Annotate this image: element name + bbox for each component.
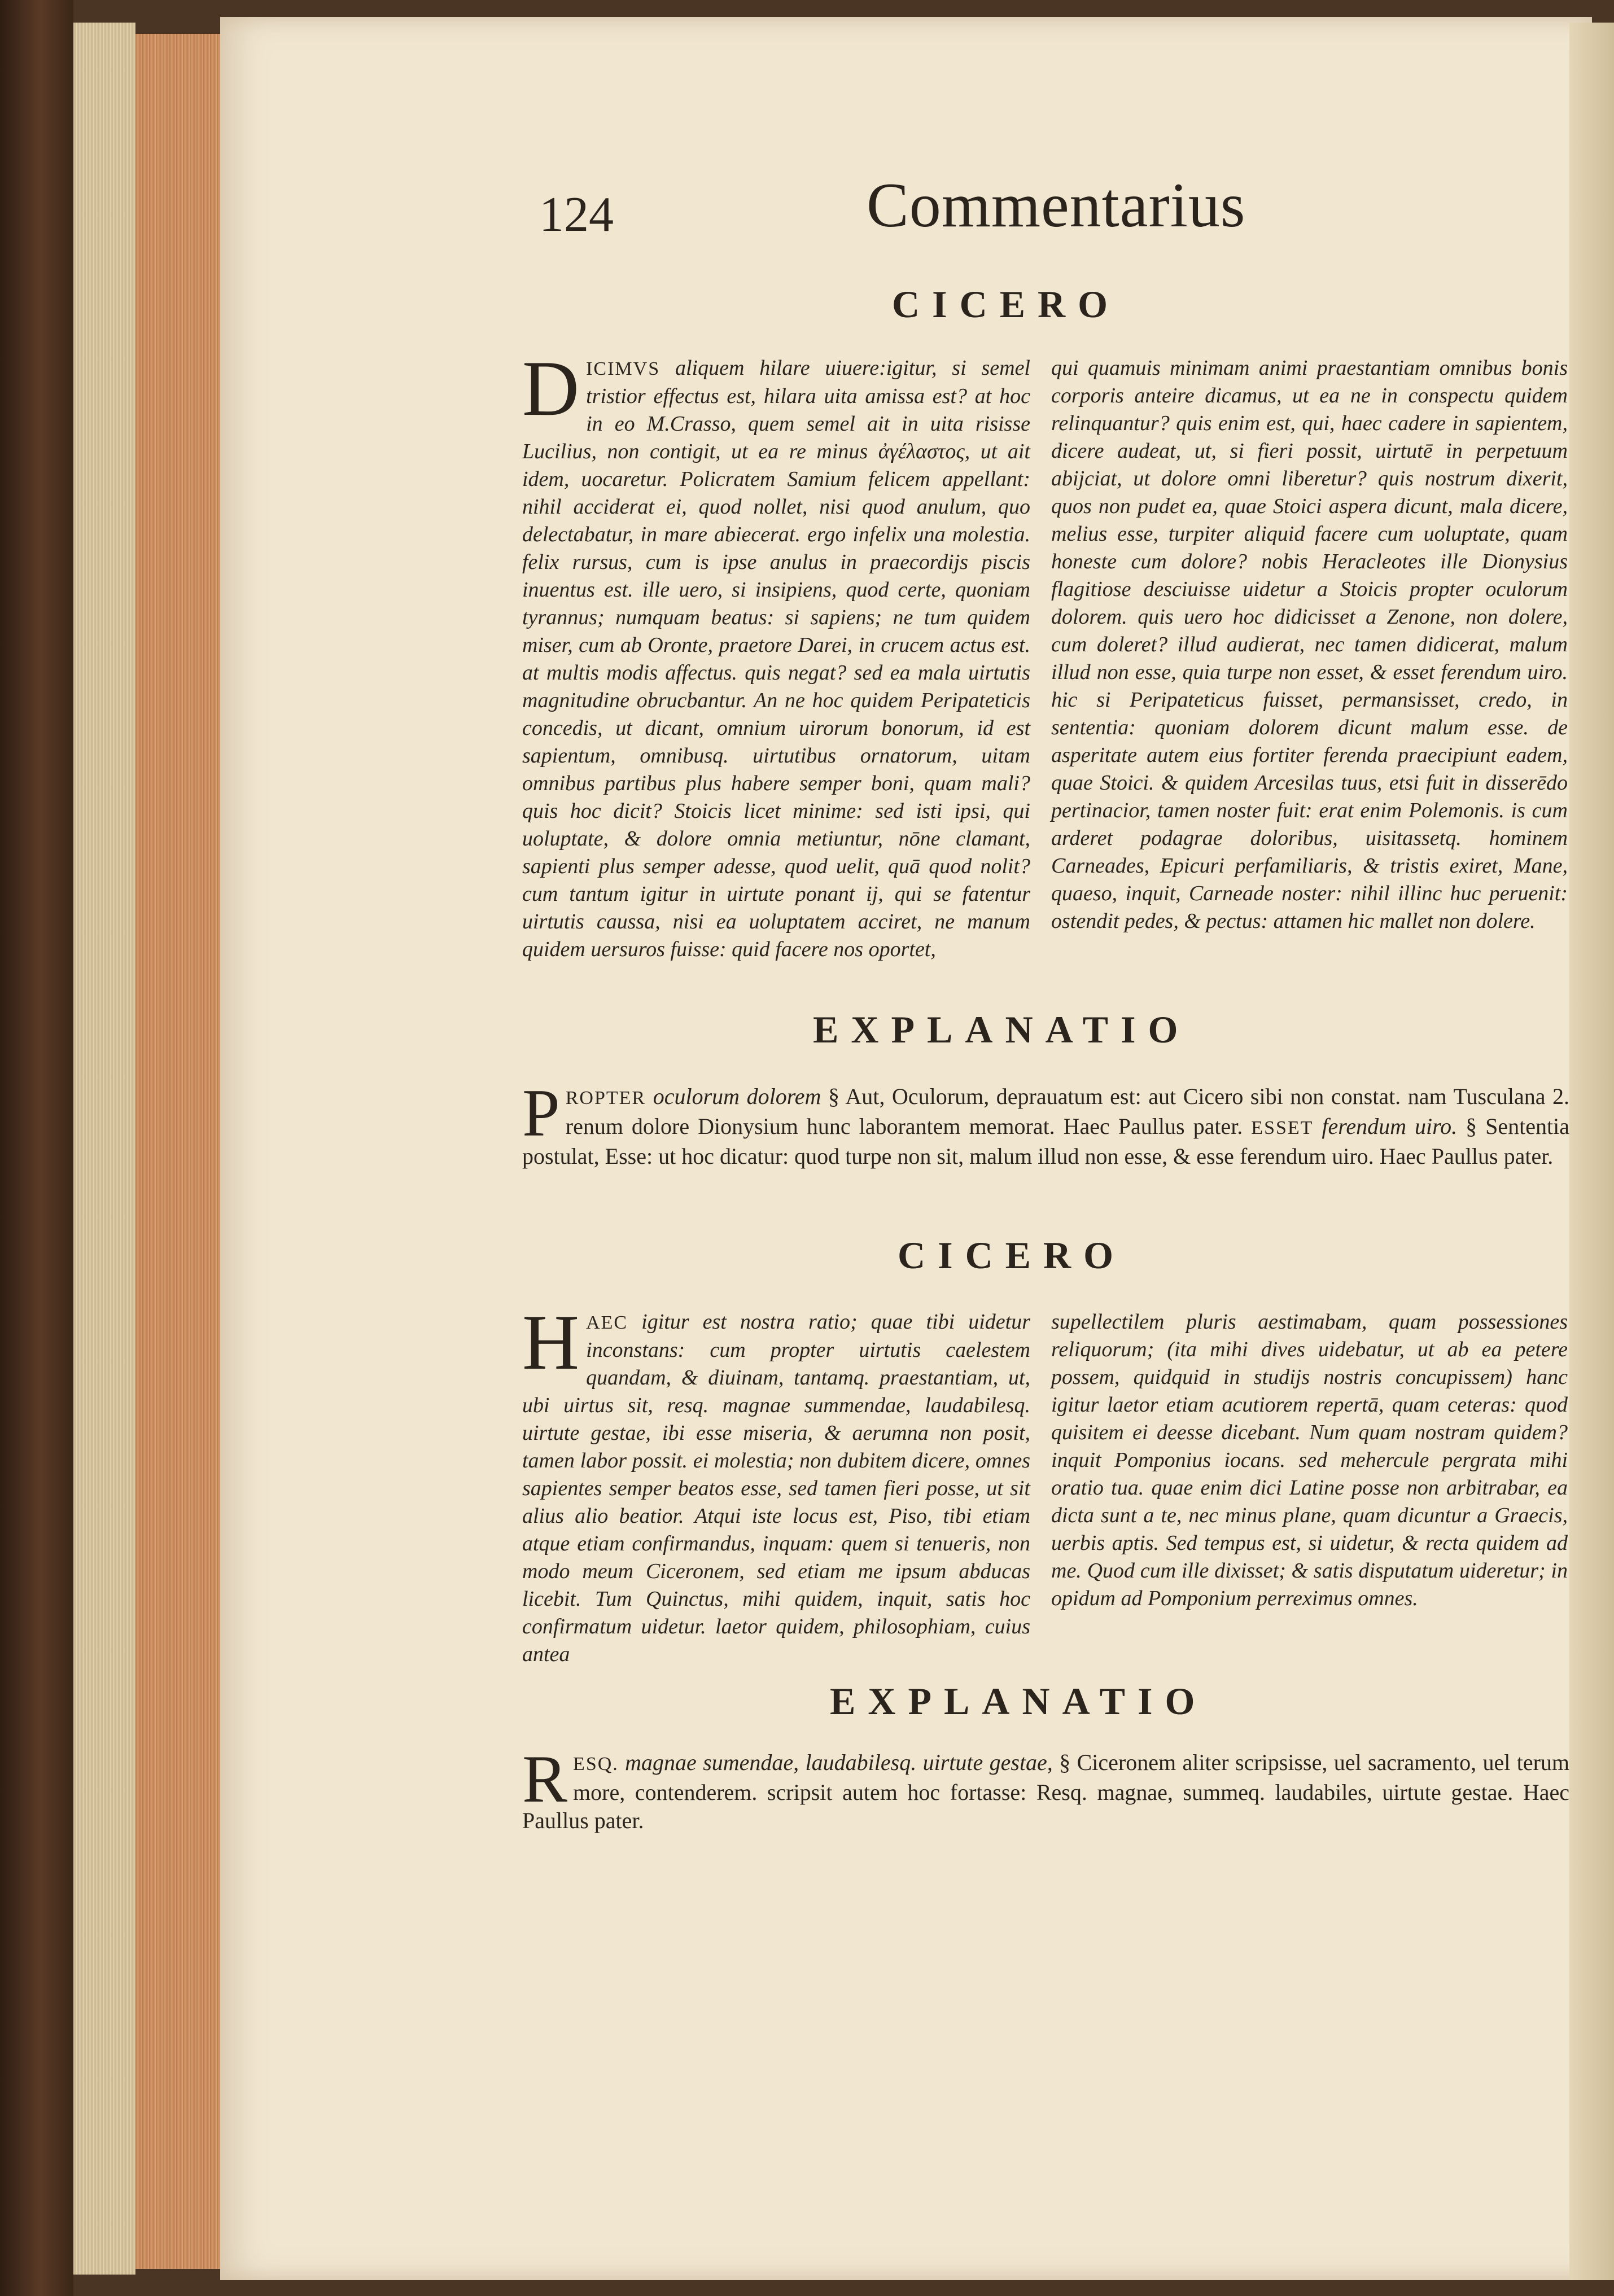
section-title-explanatio-1: EXPLANATIO xyxy=(813,1008,1191,1051)
lead-word: ESQ. xyxy=(573,1754,619,1774)
book-cover-edge xyxy=(0,0,73,2296)
page-stack-edge xyxy=(73,23,135,2275)
lead-word-2: ESSET xyxy=(1251,1118,1314,1138)
dropcap-d: D xyxy=(522,345,580,432)
lead-word: ROPTER xyxy=(565,1088,646,1108)
lemma: magnae sumendae, laudabilesq. uirtute gestae, xyxy=(625,1750,1053,1775)
cicero-1-left-text: aliquem hilare uiuere:igitur, si semel tristior effectus est, hilara uita amissa est? at hoc in eo M.Crasso, quem semel ait in uita risisse Lucilius, non contigit, ut ea re minus ἀγέλαστος, ut ait idem, uocaretur. Policratem Samium felicem appellant: nihil acciderat ei, quod nollet, nisi quod anulum, quo delectabatur, in mare abiecerat. ergo infelix una molestia. felix rursus, cum is ipse anulus in praecordijs piscis inuentus est. ille uero, si insipiens, quod certe, quoniam tyrannus; numquam beatus: si sapiens; ne tum quidem miser, cum ab Oronte, praetore Darei, in crucem actus est. at multis modis affectus. quis negat? sed ea mala uirtutis magnitudine obrucbantur. An ne hoc quidem Peripateticis concedis, ut dicant, omnium uirorum bonorum, id est sapientum, omnibusq. uirtutibus ornatorum, uitam omnibus partibus plus habere semper boni, quam mali? quis hoc dicit? Stoicis licet minime: sed isti ipsi, qui uoluptate, & dolore omnia metiuntur, nōne clamant, sapienti plus semper adesse, quod uelit, quā quod nolit? cum tantum igitur in uirtute ponant ij, qui se fatentur uirtutis caussa, nisi ea uoluptatem acciret, ne manum quidem uersuros fuisse: quid facere nos oportet, xyxy=(522,356,1030,961)
dropcap-r: R xyxy=(522,1741,568,1816)
cicero-2-left-text: igitur est nostra ratio; quae tibi uidetur inconstans: cum propter uirtutis caelestem quandam, & diuinam, tantamq. praestantiam, ut, ubi uirtus sit, resq. magnae summendae, laudabilesq. uirtute gestae, ibi esse miseria, & aerumna non posit, tamen labor possit. ei molestia; non dubitem dicere, omnes sapientes semper beatos esse, sed tamen fieri posse, ut sit alius alio beatior. Atqui iste locus est, Piso, tibi etiam atque etiam confirmandus, inquam: quem si tenueris, non modo meum Ciceronem, sed etiam me ipsum abducas licebit. Tum Quinctus, mihi quidem, inquit, satis hoc confirmatum uidetur. laetor quidem, philosophiam, cuius antea xyxy=(522,1310,1030,1666)
cicero-1-left-column xyxy=(522,345,1030,963)
cicero-2-right-column xyxy=(1051,1308,1568,1613)
lead-word: AEC xyxy=(586,1312,628,1333)
lemma: oculorum dolorem xyxy=(653,1084,821,1109)
red-sprinkled-edge xyxy=(135,34,220,2269)
dropcap-p: P xyxy=(522,1075,560,1150)
facing-page-edge xyxy=(1569,23,1614,2280)
section-title-explanatio-2: EXPLANATIO xyxy=(830,1680,1208,1723)
explanatio-2-text xyxy=(522,1741,1570,1835)
explanatio-1-comment-2: § Sententia postulat, Esse: ut hoc dicatur: quod turpe non sit, malum illud non esse, & esse ferendum uiro. Haec Paullus pater. xyxy=(522,1114,1570,1169)
cicero-1-right-column xyxy=(1051,354,1568,935)
page-number: 124 xyxy=(539,187,614,242)
cicero-2-right-text: supellectilem pluris aestimabam, quam possessiones reliquorum; (ita mihi dives uidebatur, ut ab ea petere possem, quidquid in studijs nostris concupissem) hanc igitur laetor etiam acutiorem repertā, quam ceteras: quod quisitem ei deesse dicebant. Num quam nostram quidem? inquit Pomponius iocans. sed mehercule pergrata mihi oratio tua. quae enim dici Latine posse non arbitrabar, ea dicta sunt a te, nec minus plane, quam dicuntur a Graecis, uerbis aptis. Sed tempus est, si uidetur, & recta quidem ad me. Quod cum ille dixisset; & satis disputatum uideretur; in opidum ad Pomponium perreximus omnes. xyxy=(1051,1310,1568,1610)
section-title-cicero-2: CICERO xyxy=(898,1234,1126,1277)
running-head: Commentarius xyxy=(867,170,1246,240)
lemma-2: ferendum uiro. xyxy=(1322,1114,1458,1139)
dropcap-h: H xyxy=(522,1299,580,1386)
explanatio-1-comment: § Aut, Oculorum, deprauatum est: aut Cicero sibi non constat. nam Tusculana 2. renum dolore Dionysium hunc laborantem memorat. Haec Paullus pater. xyxy=(565,1084,1570,1139)
lead-word: ICIMVS xyxy=(586,358,661,379)
cicero-2-left-column xyxy=(522,1299,1030,1668)
explanatio-2-comment: § Ciceronem aliter scripsisse, uel sacramento, uel terum more, contenderem. scripsit autem hoc fortasse: Resq. magnae, summeq. laudabiles, uirtute gestae. Haec Paullus pater. xyxy=(522,1750,1570,1833)
section-title-cicero-1: CICERO xyxy=(892,283,1121,326)
cicero-1-right-text: qui quamuis minimam animi praestantiam omnibus bonis corporis anteire dicamus, ut ea ne in conspectu quidem relinquantur? quis enim est, qui, haec cadere in sapientem, dicere audeat, ut, si fieri possit, uirtutē in perpetuum abijciat, ut dolore omni liberetur? quis nostrum dixerit, quos non pudet ea, quae Stoici aspera dicunt, mala dicere, melius esse, turpiter aliquid facere cum uoluptate, quam honeste cum dolore? nobis Heracleotes ille Dionysius flagitiose desciuisse uidetur a Stoicis propter oculorum dolorem. quis uero hoc didicisset a Zenone, non dolere, cum doleret? illud audierat, nec tamen didicerat, malum illud non esse, quia turpe non esset, & esset ferendum uiro. hic si Peripateticus fuisset, permansisset, credo, in sententia: quoniam dolorem dicunt malum esse. de asperitate autem eius fortiter ferenda praecipiunt eadem, quae Stoici. & quidem Arcesilas tuus, etsi fuit in disserēdo pertinacior, tamen noster fuit: erat enim Polemonis. is cum arderet podagrae doloribus, uisitassetq. hominem Carneades, Epicuri perfamiliaris, & tristis exiret, Mane, quaeso, inquit, Carneade noster: nihil illinc huc peruenit: ostendit pedes, & pectus: attamen hic mallet non dolere. xyxy=(1051,356,1568,933)
explanatio-1-text xyxy=(522,1075,1570,1171)
